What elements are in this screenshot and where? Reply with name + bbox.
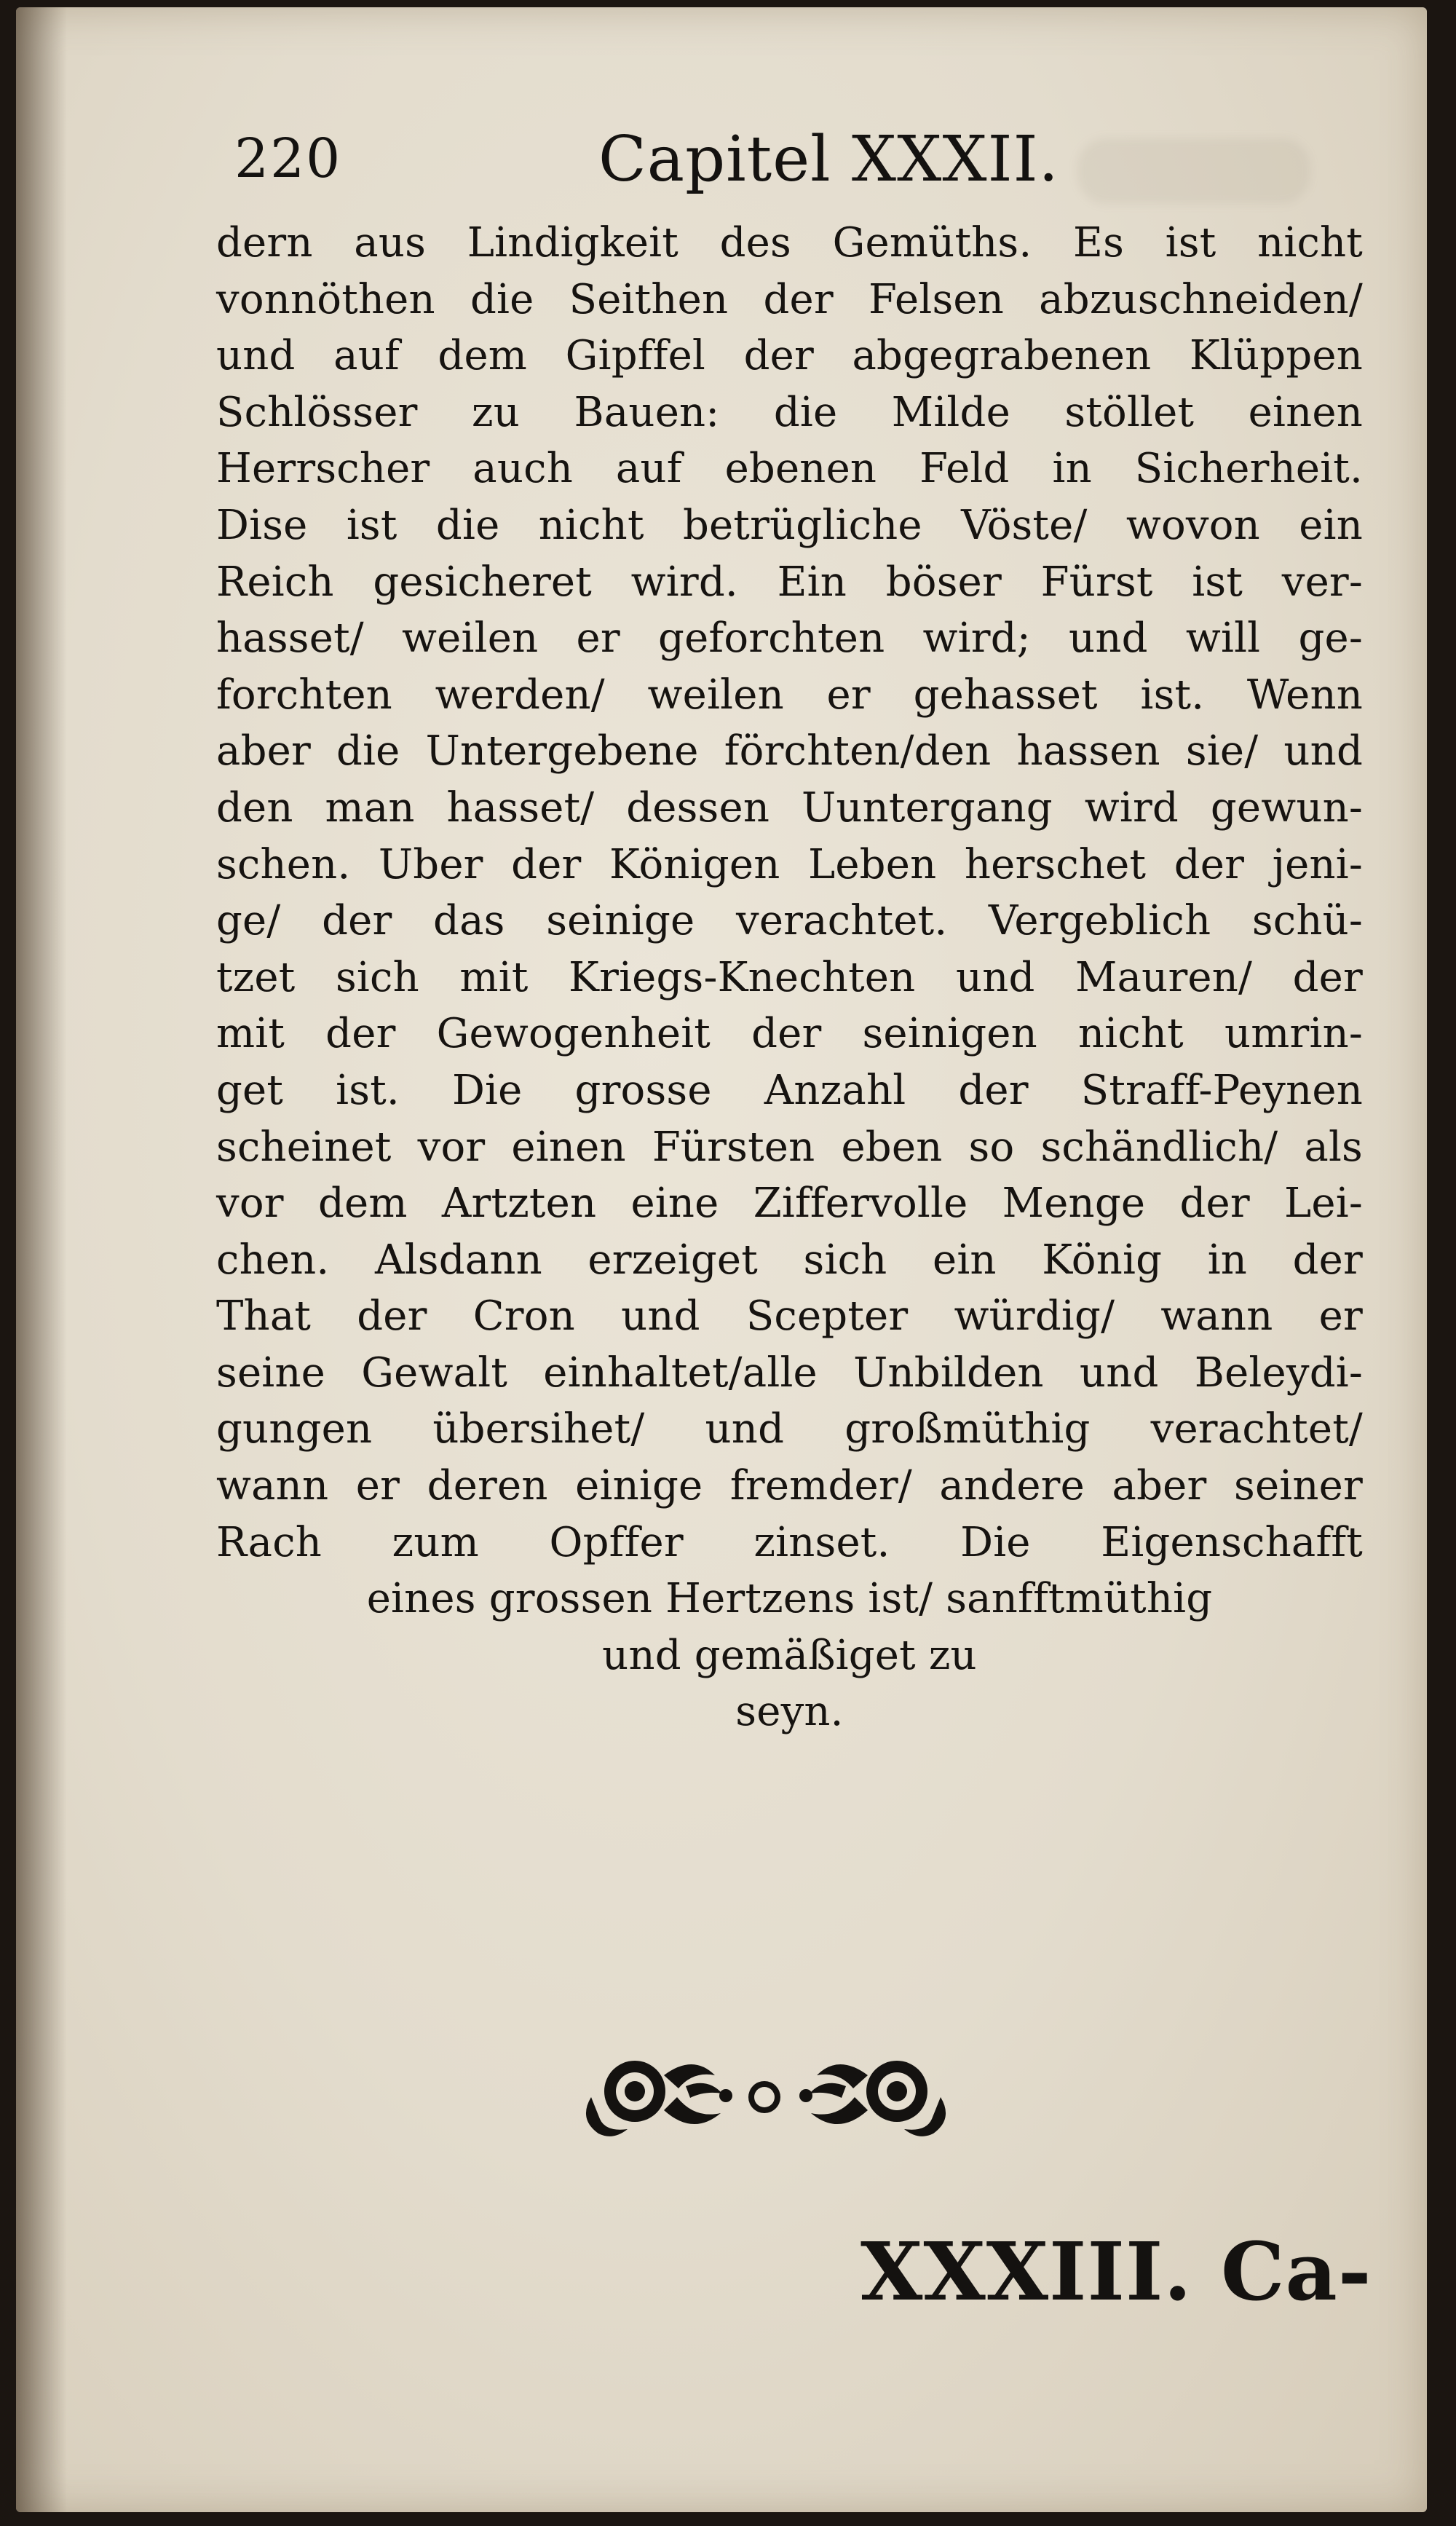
text-line: forchten werden/ weilen er gehasset ist. Wenn: [216, 671, 1363, 719]
text-line: eines grossen Hertzens ist/ sanfftmüthig: [366, 1575, 1213, 1623]
text-line: und auf dem Gipffel der abgegrabenen Klüppen: [216, 332, 1363, 380]
page-number: 220: [234, 127, 342, 190]
body-text: [216, 215, 1363, 1740]
text-line: ge/ der das seinige verachtet. Vergeblich schü-: [216, 897, 1363, 945]
text-line: scheinet vor einen Fürsten eben so schändlich/ als: [216, 1123, 1363, 1171]
text-line: tzet sich mit Kriegs-Knechten und Mauren/ der: [216, 953, 1363, 1001]
text-line: vonnöthen die Seithen der Felsen abzuschneiden/: [216, 275, 1363, 323]
text-line: schen. Uber der Königen Leben herschet der jeni-: [216, 840, 1363, 888]
text-line: den man hasset/ dessen Uuntergang wird gewun-: [216, 784, 1363, 832]
text-line: Reich gesicheret wird. Ein böser Fürst ist ver-: [216, 558, 1363, 606]
text-line: That der Cron und Scepter würdig/ wann er: [216, 1292, 1363, 1341]
text-line: mit der Gewogenheit der seinigen nicht umrin-: [216, 1010, 1363, 1058]
text-line: vor dem Artzten eine Ziffervolle Menge der Lei-: [216, 1180, 1363, 1228]
catchword: XXXIII. Ca-: [860, 2225, 1372, 2318]
tailpiece-ornament-icon: [577, 2046, 955, 2148]
text-line: aber die Untergebene förchten/den hassen sie/ und: [216, 727, 1363, 775]
text-line: hasset/ weilen er geforchten wird; und will ge-: [216, 615, 1363, 663]
text-line: gungen übersihet/ und großmüthig verachtet/: [216, 1405, 1363, 1453]
text-line: chen. Alsdann erzeiget sich ein König in der: [216, 1236, 1363, 1284]
text-line: dern aus Lindigkeit des Gemüths. Es ist nicht: [216, 219, 1363, 267]
text-line: seyn.: [735, 1688, 844, 1736]
text-line: seine Gewalt einhaltet/alle Unbilden und Beleydi-: [216, 1349, 1363, 1397]
text-line: get ist. Die grosse Anzahl der Straff-Peynen: [216, 1066, 1363, 1114]
text-line: Herrscher auch auf ebenen Feld in Sicherheit.: [216, 445, 1363, 493]
book-page: [16, 7, 1427, 2512]
text-line: Dise ist die nicht betrügliche Vöste/ wovon ein: [216, 501, 1363, 549]
text-line: wann er deren einige fremder/ andere aber seiner: [216, 1462, 1363, 1510]
chapter-heading: Capitel XXXII.: [598, 123, 1059, 196]
gutter-shadow: [16, 7, 67, 2512]
running-head: [234, 123, 1326, 208]
text-line: Schlösser zu Bauen: die Milde stöllet einen: [216, 388, 1363, 436]
text-line: Rach zum Opffer zinset. Die Eigenschafft: [216, 1518, 1363, 1566]
text-line: und gemäßiget zu: [602, 1631, 977, 1679]
